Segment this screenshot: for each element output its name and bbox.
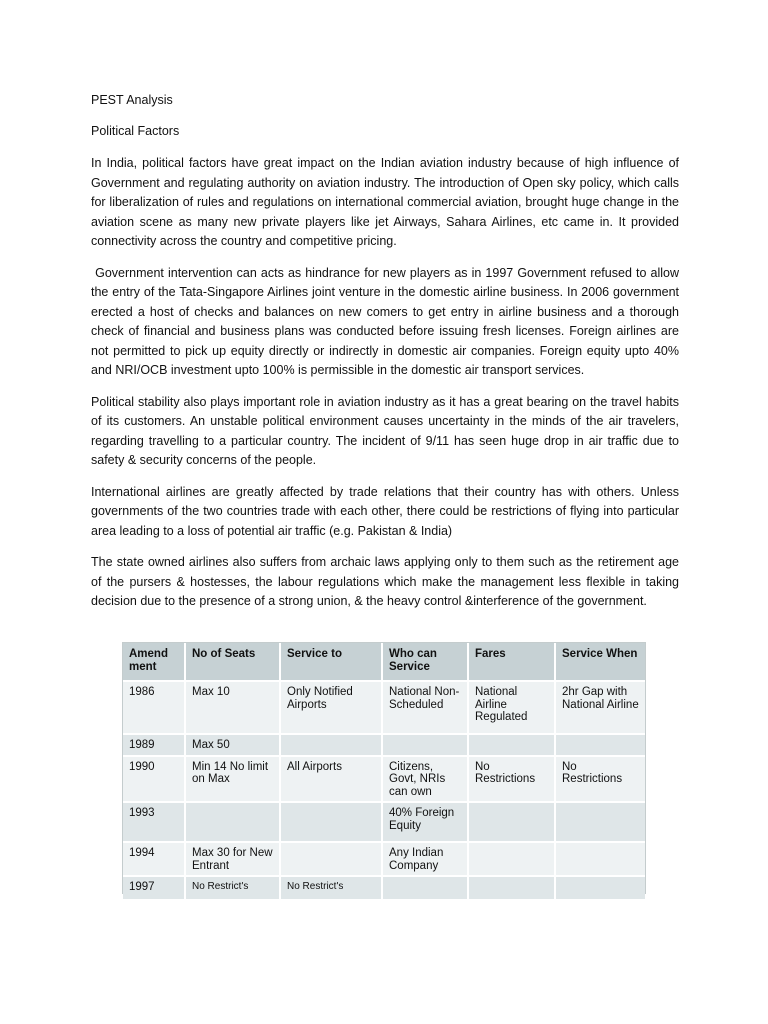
table-cell [555,802,645,842]
table-cell: 40% Foreign Equity [382,802,468,842]
table-cell: National Airline Regulated [468,681,555,734]
table-header-row [123,643,645,681]
table-cell: Max 10 [185,681,280,734]
table-cell: 2hr Gap with National Airline [555,681,645,734]
section-heading: Political Factors [91,124,180,138]
table-cell: Max 50 [185,734,280,756]
table-cell [185,802,280,842]
table-cell: No Restrictions [468,756,555,803]
table-cell: Max 30 for New Entrant [185,842,280,876]
table-cell [382,876,468,900]
table-cell: No Restrict's [185,876,280,900]
table-cell [555,842,645,876]
table-header-cell: Amend ment [123,643,185,681]
paragraph-5: The state owned airlines also suffers from archaic laws applying only to them such as the retirement age of the pursers & hostesses, the labour regulations which make the management less flexible in taking decision due to the presence of a strong union, & the heavy control &interference of the government. [91,555,679,608]
table-cell [280,802,382,842]
table-header-cell: No of Seats [185,643,280,681]
table-cell: No Restrict's [280,876,382,900]
table-header-cell: Service When [555,643,645,681]
table-cell: 1990 [123,756,185,803]
paragraph-2: Government intervention can acts as hindrance for new players as in 1997 Government refused to allow the entry of the Tata-Singapore Airlines joint venture in the domestic airline business. In 2006 government erected a host of checks and balances on new comers to get entry in airline business and a thorough check of financial and business plans was conducted before issuing fresh licenses. Foreign airlines are not permitted to pick up equity directly or indirectly in domestic air companies. Foreign equity upto 40% and NRI/OCB investment upto 100% is permissible in the domestic air transport services. [91,265,683,377]
table-cell: Citizens, Govt, NRIs can own [382,756,468,803]
table-cell: All Airports [280,756,382,803]
table-cell: No Restrictions [555,756,645,803]
document-body [91,92,683,624]
table-cell: 1997 [123,876,185,900]
table-row [123,876,645,900]
table-cell: 1994 [123,842,185,876]
table-cell: Min 14 No limit on Max [185,756,280,803]
table-cell [468,734,555,756]
table-cell: 1989 [123,734,185,756]
document-title: PEST Analysis [91,93,173,107]
table-row [123,681,645,734]
table-row [123,802,645,842]
table-cell [280,842,382,876]
table-header-cell: Who can Service [382,643,468,681]
table-cell: Only Notified Airports [280,681,382,734]
table-row [123,734,645,756]
paragraph-3: Political stability also plays important role in aviation industry as it has a great bearing on the travel habits of its customers. An unstable political environment causes uncertainty in the minds of the air travelers, regarding travelling to a particular country. The incident of 9/11 has seen huge drop in air traffic due to safety & security concerns of the people. [91,394,679,467]
table-cell [555,876,645,900]
table-cell: Any Indian Company [382,842,468,876]
amendment-table-image [122,642,646,894]
table-cell [382,734,468,756]
table-cell [555,734,645,756]
table-row [123,842,645,876]
table-cell: 1993 [123,802,185,842]
table-row [123,756,645,803]
table-cell [280,734,382,756]
amendment-table [123,643,645,901]
table-cell [468,876,555,900]
paragraph-1: In India, political factors have great impact on the Indian aviation industry because of high influence of Government and regulating authority on aviation industry. The introduction of Open sky policy, which calls for liberalization of rules and regulations on international commercial aviation, brought huge change in the aviation scene as many new private players like jet Airways, Sahara Airlines, etc came in. It provided connectivity across the country and competitive pricing. [91,156,683,248]
table-header-cell: Fares [468,643,555,681]
table-cell: 1986 [123,681,185,734]
table-cell [468,842,555,876]
paragraph-4: International airlines are greatly affected by trade relations that their country has with others. Unless governments of the two countries trade with each other, there could be restrictions of flying into particular area leading to a loss of potential air traffic (e.g. Pakistan & India) [91,484,679,538]
table-header-cell: Service to [280,643,382,681]
table-cell: National Non-Scheduled [382,681,468,734]
table-cell [468,802,555,842]
